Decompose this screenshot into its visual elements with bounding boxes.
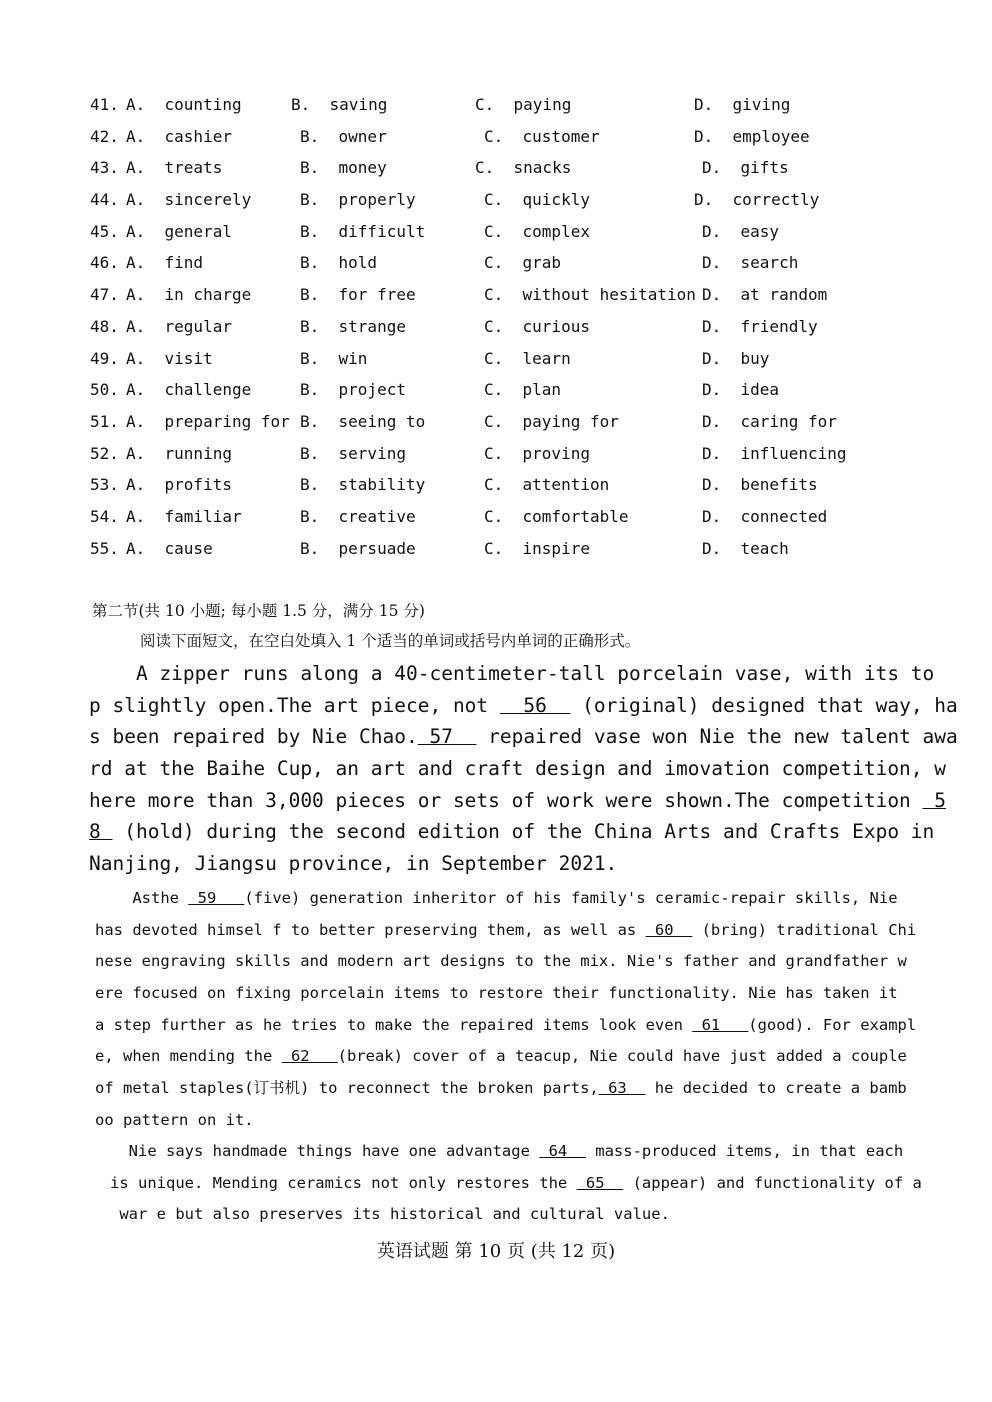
passage-paragraph-3: [110, 1136, 922, 1231]
question-number: 51.: [90, 411, 119, 431]
passage-text: rd at the Baihe Cup, an art and craft design and imovation competition, w: [89, 757, 947, 781]
option-c: C. plan: [484, 380, 562, 400]
question-row: [90, 536, 890, 568]
question-number: 55.: [90, 538, 119, 558]
passage-line: [95, 1010, 917, 1042]
answer-blank: 61: [692, 1015, 749, 1034]
answer-blank: 5: [922, 788, 947, 812]
passage-text: (break) cover of a teacup, Nie could have just added a couple: [337, 1047, 907, 1066]
option-b: B. properly: [300, 190, 416, 210]
question-row: [90, 409, 890, 441]
passage-line: [110, 1168, 922, 1200]
question-number: 52.: [90, 443, 119, 463]
passage-line: [110, 1136, 910, 1168]
passage-text: (bring) traditional Chi: [692, 920, 917, 939]
option-b: B. seeing to: [300, 411, 426, 431]
question-row: [90, 346, 890, 378]
passage-text: oo pattern on it.: [95, 1110, 254, 1129]
option-b: B. hold: [300, 253, 378, 273]
option-b: B. win: [300, 348, 368, 368]
answer-blank: 65: [576, 1173, 624, 1192]
passage-line: [89, 816, 935, 848]
option-d: D. giving: [694, 95, 791, 114]
passage-text: is unique. Mending ceramics not only restores the: [110, 1173, 577, 1192]
answer-blank: 57: [417, 725, 477, 749]
option-d: D. influencing: [702, 443, 847, 463]
question-number: 53.: [90, 475, 119, 495]
passage-text: (five) generation inheritor of his family's ceramic-repair skills, Nie: [244, 889, 898, 907]
passage-line: [95, 1073, 907, 1105]
passage-text: (appear) and functionality of a: [623, 1173, 922, 1192]
question-number: 41.: [90, 95, 119, 114]
passage-text: ere focused on fixing porcelain items to restore their functionality. Nie has taken it: [95, 984, 898, 1003]
passage-text: war e but also preserves its historical and cultural value.: [110, 1205, 670, 1224]
passage-line: [95, 1105, 895, 1137]
passage-line: [95, 1041, 907, 1073]
passage-line: [95, 978, 898, 1010]
passage-text: e, when mending the: [95, 1047, 282, 1066]
option-a: A. in charge: [126, 285, 252, 305]
passage-line: [89, 848, 889, 880]
answer-blank: 56: [499, 693, 571, 717]
option-d: D. gifts: [702, 158, 789, 178]
option-c: C. attention: [484, 475, 610, 495]
option-b: B. owner: [300, 126, 387, 146]
passage-text: nese engraving skills and modern art designs to the mix. Nie's father and grandfather w: [95, 952, 907, 971]
passage-text: A zipper runs along a 40-centimeter-tall porcelain vase, with its to: [89, 662, 935, 685]
passage-text: repaired vase won Nie the new talent awa: [476, 725, 958, 749]
option-b: B. saving: [291, 95, 388, 114]
option-a: A. cause: [126, 538, 213, 558]
question-row: [90, 187, 890, 219]
option-d: D. idea: [702, 380, 780, 400]
question-number: 48.: [90, 316, 119, 336]
option-b: B. for free: [300, 285, 416, 305]
option-d: D. benefits: [702, 475, 818, 495]
passage-text: has devoted himsel f to better preserving them, as well as: [95, 920, 646, 939]
passage-line: [89, 658, 935, 690]
question-row: [90, 504, 890, 536]
option-c: C. proving: [484, 443, 590, 463]
option-d: D. employee: [694, 126, 810, 146]
option-d: D. buy: [702, 348, 770, 368]
option-b: B. persuade: [300, 538, 416, 558]
passage-text: here more than 3,000 pieces or sets of work were shown.The competition: [89, 788, 923, 812]
option-c: C. learn: [484, 348, 571, 368]
section-instruction: 阅读下面短文，在空白处填入 1 个适当的单词或括号内单词的正确形式。: [140, 632, 641, 650]
option-c: C. curious: [484, 316, 590, 336]
question-row: [90, 219, 890, 251]
option-b: B. stability: [300, 475, 426, 495]
passage-line: [89, 785, 947, 817]
passage-text: Nanjing, Jiangsu province, in September 2021.: [89, 852, 618, 876]
option-b: B. creative: [300, 506, 416, 526]
passage-text: a step further as he tries to make the repaired items look even: [95, 1015, 693, 1034]
answer-blank: 8: [89, 820, 113, 844]
question-number: 46.: [90, 253, 119, 273]
section-title: 第二节(共 10 小题; 每小题 1.5 分，满分 15 分): [92, 602, 425, 620]
question-row: [90, 92, 890, 124]
option-d: D. friendly: [702, 316, 818, 336]
option-d: D. at random: [702, 285, 828, 305]
option-a: A. challenge: [126, 380, 252, 400]
option-a: A. sincerely: [126, 190, 252, 210]
question-row: [90, 314, 890, 346]
option-b: B. serving: [300, 443, 406, 463]
option-c: C. inspire: [484, 538, 590, 558]
option-c: C. customer: [484, 126, 600, 146]
option-a: A. regular: [126, 316, 232, 336]
question-number: 45.: [90, 221, 119, 241]
passage-text: of metal staples(订书机) to reconnect the broken parts,: [95, 1079, 599, 1098]
passage-paragraph-2: [95, 883, 917, 1137]
option-d: D. connected: [702, 506, 828, 526]
option-a: A. profits: [126, 475, 232, 495]
passage-text: Asthe: [95, 889, 189, 907]
option-c: C. paying for: [484, 411, 619, 431]
option-a: A. familiar: [126, 506, 242, 526]
passage-line: [95, 946, 907, 978]
passage-text: (good). For exampl: [748, 1015, 917, 1034]
options-table: [90, 92, 890, 567]
question-row: [90, 472, 890, 504]
page-footer: 英语试题 第 10 页 (共 12 页): [376, 1241, 616, 1262]
option-d: D. correctly: [694, 190, 820, 210]
option-c: C. without hesitation: [484, 285, 696, 305]
option-c: C. quickly: [484, 190, 590, 210]
option-a: A. running: [126, 443, 232, 463]
passage-text: p slightly open.The art piece, not: [89, 693, 500, 717]
option-a: A. visit: [126, 348, 213, 368]
passage-text: Nie says handmade things have one advantage: [110, 1142, 540, 1160]
option-d: D. easy: [702, 221, 780, 241]
passage-line: [89, 690, 958, 722]
passage-paragraph-1: [89, 658, 958, 880]
passage-line: [95, 883, 898, 915]
option-a: A. counting: [126, 95, 242, 114]
option-d: D. search: [702, 253, 799, 273]
option-a: A. cashier: [126, 126, 232, 146]
answer-blank: 64: [539, 1142, 586, 1160]
passage-line: [89, 721, 958, 753]
passage-text: s been repaired by Nie Chao.: [89, 725, 418, 749]
option-b: B. money: [300, 158, 387, 178]
question-row: [90, 377, 890, 409]
question-number: 42.: [90, 126, 119, 146]
option-b: B. difficult: [300, 221, 426, 241]
option-a: A. treats: [126, 158, 223, 178]
option-d: D. caring for: [702, 411, 837, 431]
passage-line: [95, 915, 917, 947]
question-row: [90, 282, 890, 314]
option-c: C. grab: [484, 253, 562, 273]
option-b: B. project: [300, 380, 406, 400]
passage-line: [89, 753, 947, 785]
question-number: 47.: [90, 285, 119, 305]
question-number: 54.: [90, 506, 119, 526]
question-row: [90, 124, 890, 156]
passage-text: mass-produced items, in that each: [585, 1142, 904, 1160]
option-c: C. snacks: [475, 158, 572, 178]
option-c: C. complex: [484, 221, 590, 241]
question-number: 50.: [90, 380, 119, 400]
question-number: 49.: [90, 348, 119, 368]
option-c: C. paying: [475, 95, 572, 114]
option-d: D. teach: [702, 538, 789, 558]
answer-blank: 63: [598, 1079, 646, 1098]
option-a: A. preparing for: [126, 411, 290, 431]
question-number: 44.: [90, 190, 119, 210]
question-row: [90, 250, 890, 282]
question-number: 43.: [90, 158, 119, 178]
passage-line: [110, 1199, 910, 1231]
option-b: B. strange: [300, 316, 406, 336]
answer-blank: 62: [281, 1047, 338, 1066]
passage-text: (original) designed that way, ha: [570, 693, 958, 717]
passage-text: he decided to create a bamb: [645, 1079, 907, 1098]
question-row: [90, 441, 890, 473]
answer-blank: 60: [645, 920, 693, 939]
question-row: [90, 155, 890, 187]
option-a: A. find: [126, 253, 204, 273]
option-c: C. comfortable: [484, 506, 629, 526]
option-a: A. general: [126, 221, 232, 241]
answer-blank: 59: [188, 889, 245, 907]
passage-text: (hold) during the second edition of the China Arts and Crafts Expo in: [112, 820, 935, 844]
